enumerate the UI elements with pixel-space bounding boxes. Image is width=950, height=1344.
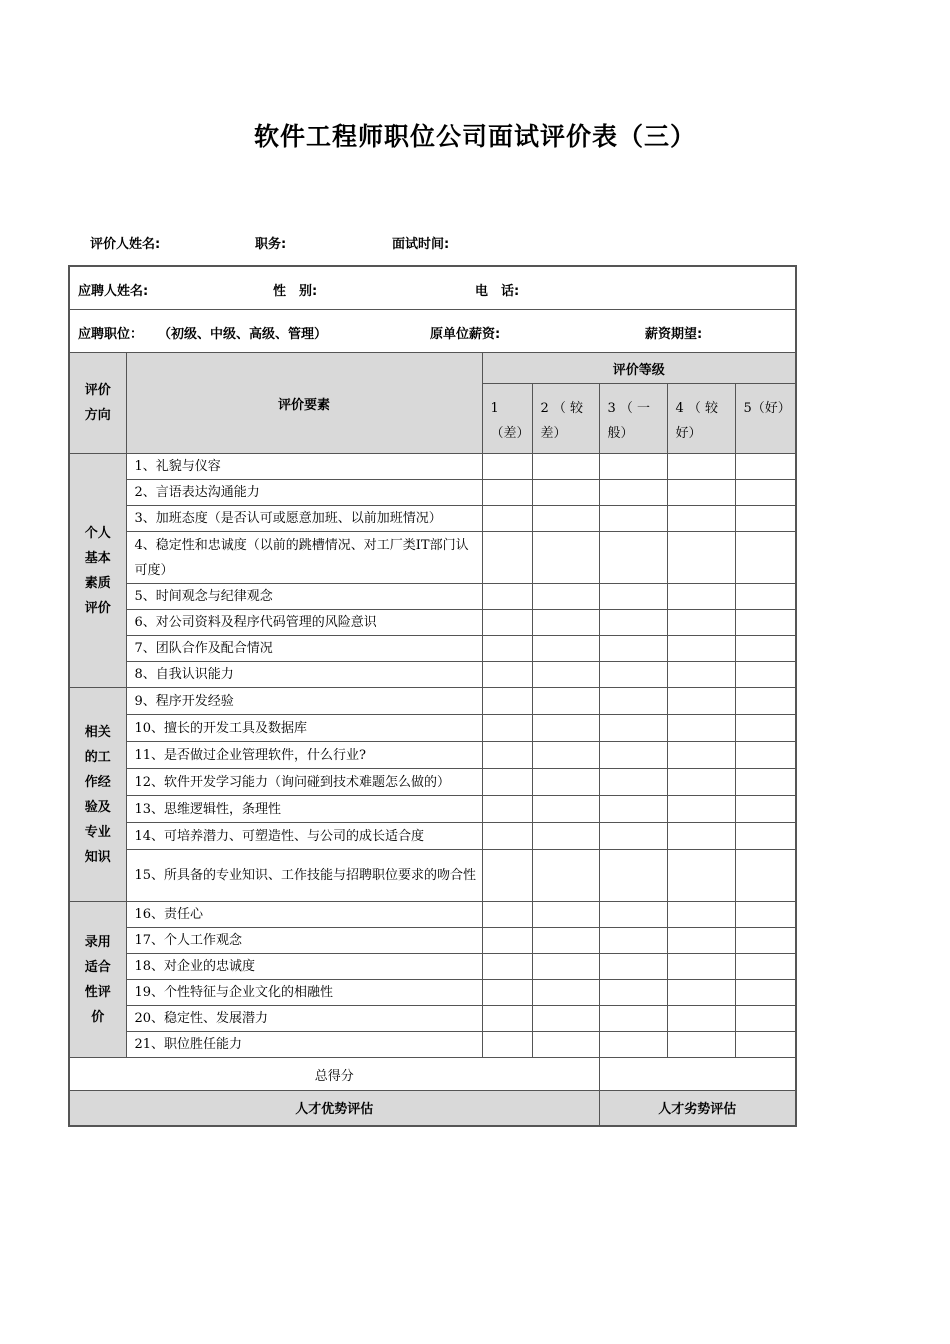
score-cell-3[interactable] <box>599 980 667 1006</box>
score-cell-5[interactable] <box>735 769 796 796</box>
score-cell-5[interactable] <box>735 610 796 636</box>
score-cell-3[interactable] <box>599 636 667 662</box>
direction-header: 评价 方向 <box>69 353 126 454</box>
table-row <box>69 584 796 610</box>
score-cell-4[interactable] <box>667 480 735 506</box>
evaluation-item: 6、对公司资料及程序代码管理的风险意识 <box>126 610 482 636</box>
evaluation-item: 16、责任心 <box>126 902 482 928</box>
score-cell-1[interactable] <box>482 823 532 850</box>
score-cell-2[interactable] <box>532 902 599 928</box>
evaluation-item: 14、可培养潜力、可塑造性、与公司的成长适合度 <box>126 823 482 850</box>
score-cell-4[interactable] <box>667 454 735 480</box>
score-cell-2[interactable] <box>532 532 599 584</box>
score-cell-4[interactable] <box>667 506 735 532</box>
score-cell-3[interactable] <box>599 1006 667 1032</box>
evaluation-item: 9、程序开发经验 <box>126 688 482 715</box>
score-cell-5[interactable] <box>735 954 796 980</box>
evaluation-item: 13、思维逻辑性，条理性 <box>126 796 482 823</box>
grade-title-header: 评价等级 <box>482 353 796 384</box>
score-cell-1[interactable] <box>482 928 532 954</box>
score-cell-3[interactable] <box>599 742 667 769</box>
score-cell-4[interactable] <box>667 823 735 850</box>
table-row <box>69 769 796 796</box>
evaluator-name-label: 评价人姓名: <box>90 237 161 252</box>
evaluation-item: 5、时间观念与纪律观念 <box>126 584 482 610</box>
score-cell-3[interactable] <box>599 902 667 928</box>
score-cell-1[interactable] <box>482 662 532 688</box>
table-row <box>69 902 796 928</box>
table-row <box>69 1006 796 1032</box>
previous-salary-label: 原单位薪资: <box>430 327 501 342</box>
score-cell-5[interactable] <box>735 454 796 480</box>
score-cell-1[interactable] <box>482 1032 532 1058</box>
score-cell-5[interactable] <box>735 532 796 584</box>
score-cell-3[interactable] <box>599 715 667 742</box>
score-cell-5[interactable] <box>735 480 796 506</box>
evaluation-item: 20、稳定性、发展潜力 <box>126 1006 482 1032</box>
score-cell-4[interactable] <box>667 610 735 636</box>
score-cell-5[interactable] <box>735 636 796 662</box>
score-cell-1[interactable] <box>482 584 532 610</box>
score-cell-1[interactable] <box>482 532 532 584</box>
phone-label: 电 话: <box>475 284 520 299</box>
total-score-cell[interactable] <box>599 1058 796 1091</box>
applicant-row-2[interactable] <box>69 310 796 353</box>
score-cell-3[interactable] <box>599 1032 667 1058</box>
table-row <box>69 480 796 506</box>
applied-position-label: 应聘职位： <box>78 327 144 342</box>
score-cell-2[interactable] <box>532 850 599 902</box>
score-cell-4[interactable] <box>667 742 735 769</box>
evaluation-item: 7、团队合作及配合情况 <box>126 636 482 662</box>
position-level-options: （初级、中级、高级、管理） <box>158 327 328 342</box>
applicant-row-1[interactable] <box>69 266 796 310</box>
table-row <box>69 506 796 532</box>
score-cell-5[interactable] <box>735 688 796 715</box>
gender-label: 性 别: <box>273 284 318 299</box>
factors-header: 评价要素 <box>126 353 482 454</box>
score-cell-5[interactable] <box>735 506 796 532</box>
evaluation-item: 19、个性特征与企业文化的相融性 <box>126 980 482 1006</box>
score-cell-1[interactable] <box>482 454 532 480</box>
evaluation-item: 2、言语表达沟通能力 <box>126 480 482 506</box>
score-cell-2[interactable] <box>532 715 599 742</box>
score-cell-3[interactable] <box>599 480 667 506</box>
score-cell-5[interactable] <box>735 796 796 823</box>
score-cell-3[interactable] <box>599 928 667 954</box>
grade-header-1: 1 （差） <box>482 384 532 454</box>
grade-header-3: 3 （ 一 般） <box>599 384 667 454</box>
table-row <box>69 532 796 584</box>
score-cell-4[interactable] <box>667 688 735 715</box>
score-cell-3[interactable] <box>599 823 667 850</box>
score-cell-2[interactable] <box>532 928 599 954</box>
score-cell-3[interactable] <box>599 769 667 796</box>
score-cell-1[interactable] <box>482 850 532 902</box>
score-cell-3[interactable] <box>599 850 667 902</box>
evaluation-item: 4、稳定性和忠诚度（以前的跳槽情况、对工厂类IT部门认可度） <box>126 532 482 584</box>
strengths-header: 人才优势评估 <box>69 1091 599 1126</box>
evaluator-position-label: 职务: <box>255 237 287 252</box>
grade-header-5: 5（好） <box>735 384 796 454</box>
score-cell-2[interactable] <box>532 636 599 662</box>
category-cell: 个人 基本 素质 评价 <box>69 454 126 688</box>
score-cell-4[interactable] <box>667 954 735 980</box>
score-cell-2[interactable] <box>532 454 599 480</box>
score-cell-4[interactable] <box>667 769 735 796</box>
grade-header-2: 2 （ 较 差） <box>532 384 599 454</box>
total-score-label: 总得分 <box>69 1058 599 1091</box>
interview-time-label: 面试时间: <box>392 237 450 252</box>
table-row <box>69 715 796 742</box>
score-cell-2[interactable] <box>532 506 599 532</box>
score-cell-2[interactable] <box>532 480 599 506</box>
score-cell-2[interactable] <box>532 980 599 1006</box>
table-row <box>69 662 796 688</box>
table-row <box>69 928 796 954</box>
score-cell-5[interactable] <box>735 742 796 769</box>
table-row <box>69 742 796 769</box>
score-cell-1[interactable] <box>482 1006 532 1032</box>
score-cell-2[interactable] <box>532 769 599 796</box>
category-cell: 录用 适合 性评 价 <box>69 902 126 1058</box>
score-cell-1[interactable] <box>482 715 532 742</box>
category-cell: 相关 的工 作经 验及 专业 知识 <box>69 688 126 902</box>
table-row <box>69 796 796 823</box>
score-cell-2[interactable] <box>532 1006 599 1032</box>
score-cell-1[interactable] <box>482 688 532 715</box>
score-cell-5[interactable] <box>735 1032 796 1058</box>
score-cell-2[interactable] <box>532 1032 599 1058</box>
score-cell-4[interactable] <box>667 532 735 584</box>
evaluation-item: 8、自我认识能力 <box>126 662 482 688</box>
table-row <box>69 850 796 902</box>
evaluation-item: 1、礼貌与仪容 <box>126 454 482 480</box>
table-row <box>69 954 796 980</box>
score-cell-2[interactable] <box>532 584 599 610</box>
score-cell-1[interactable] <box>482 610 532 636</box>
table-row <box>69 823 796 850</box>
score-cell-5[interactable] <box>735 980 796 1006</box>
score-cell-5[interactable] <box>735 823 796 850</box>
evaluation-item: 18、对企业的忠诚度 <box>126 954 482 980</box>
score-cell-4[interactable] <box>667 636 735 662</box>
score-cell-4[interactable] <box>667 1006 735 1032</box>
score-cell-3[interactable] <box>599 454 667 480</box>
table-row <box>69 636 796 662</box>
score-cell-3[interactable] <box>599 662 667 688</box>
score-cell-4[interactable] <box>667 928 735 954</box>
score-cell-5[interactable] <box>735 662 796 688</box>
table-row <box>69 980 796 1006</box>
score-cell-5[interactable] <box>735 928 796 954</box>
score-cell-1[interactable] <box>482 902 532 928</box>
score-cell-1[interactable] <box>482 769 532 796</box>
score-cell-4[interactable] <box>667 902 735 928</box>
score-cell-1[interactable] <box>482 954 532 980</box>
score-cell-4[interactable] <box>667 980 735 1006</box>
score-cell-4[interactable] <box>667 1032 735 1058</box>
applicant-name-label: 应聘人姓名: <box>78 284 149 299</box>
score-cell-3[interactable] <box>599 796 667 823</box>
evaluation-item: 21、职位胜任能力 <box>126 1032 482 1058</box>
score-cell-5[interactable] <box>735 850 796 902</box>
score-cell-1[interactable] <box>482 480 532 506</box>
evaluation-item: 11、是否做过企业管理软件，什么行业? <box>126 742 482 769</box>
expected-salary-label: 薪资期望: <box>645 327 703 342</box>
table-row <box>69 688 796 715</box>
weaknesses-header: 人才劣势评估 <box>599 1091 796 1126</box>
table-row <box>69 454 796 480</box>
evaluation-item: 3、加班态度（是否认可或愿意加班、以前加班情况） <box>126 506 482 532</box>
score-cell-3[interactable] <box>599 610 667 636</box>
score-cell-5[interactable] <box>735 715 796 742</box>
table-row <box>69 1032 796 1058</box>
score-cell-4[interactable] <box>667 584 735 610</box>
score-cell-2[interactable] <box>532 823 599 850</box>
score-cell-5[interactable] <box>735 1006 796 1032</box>
score-cell-3[interactable] <box>599 954 667 980</box>
score-cell-3[interactable] <box>599 584 667 610</box>
score-cell-4[interactable] <box>667 662 735 688</box>
score-cell-2[interactable] <box>532 954 599 980</box>
score-cell-1[interactable] <box>482 506 532 532</box>
score-cell-2[interactable] <box>532 610 599 636</box>
evaluation-item: 12、软件开发学习能力（询问碰到技术难题怎么做的） <box>126 769 482 796</box>
evaluation-item: 17、个人工作观念 <box>126 928 482 954</box>
grade-header-4: 4 （ 较 好） <box>667 384 735 454</box>
table-row <box>69 610 796 636</box>
score-cell-2[interactable] <box>532 796 599 823</box>
score-cell-1[interactable] <box>482 980 532 1006</box>
score-cell-3[interactable] <box>599 688 667 715</box>
score-cell-1[interactable] <box>482 636 532 662</box>
score-cell-3[interactable] <box>599 506 667 532</box>
score-cell-2[interactable] <box>532 662 599 688</box>
score-cell-1[interactable] <box>482 742 532 769</box>
score-cell-2[interactable] <box>532 742 599 769</box>
score-cell-5[interactable] <box>735 902 796 928</box>
score-cell-5[interactable] <box>735 584 796 610</box>
evaluation-table <box>68 265 797 1127</box>
score-cell-4[interactable] <box>667 850 735 902</box>
evaluation-item: 15、所具备的专业知识、工作技能与招聘职位要求的吻合性 <box>126 850 482 902</box>
evaluation-item: 10、擅长的开发工具及数据库 <box>126 715 482 742</box>
score-cell-2[interactable] <box>532 688 599 715</box>
score-cell-4[interactable] <box>667 715 735 742</box>
score-cell-4[interactable] <box>667 796 735 823</box>
page-title: 软件工程师职位公司面试评价表（三） <box>253 122 696 151</box>
score-cell-3[interactable] <box>599 532 667 584</box>
score-cell-1[interactable] <box>482 796 532 823</box>
